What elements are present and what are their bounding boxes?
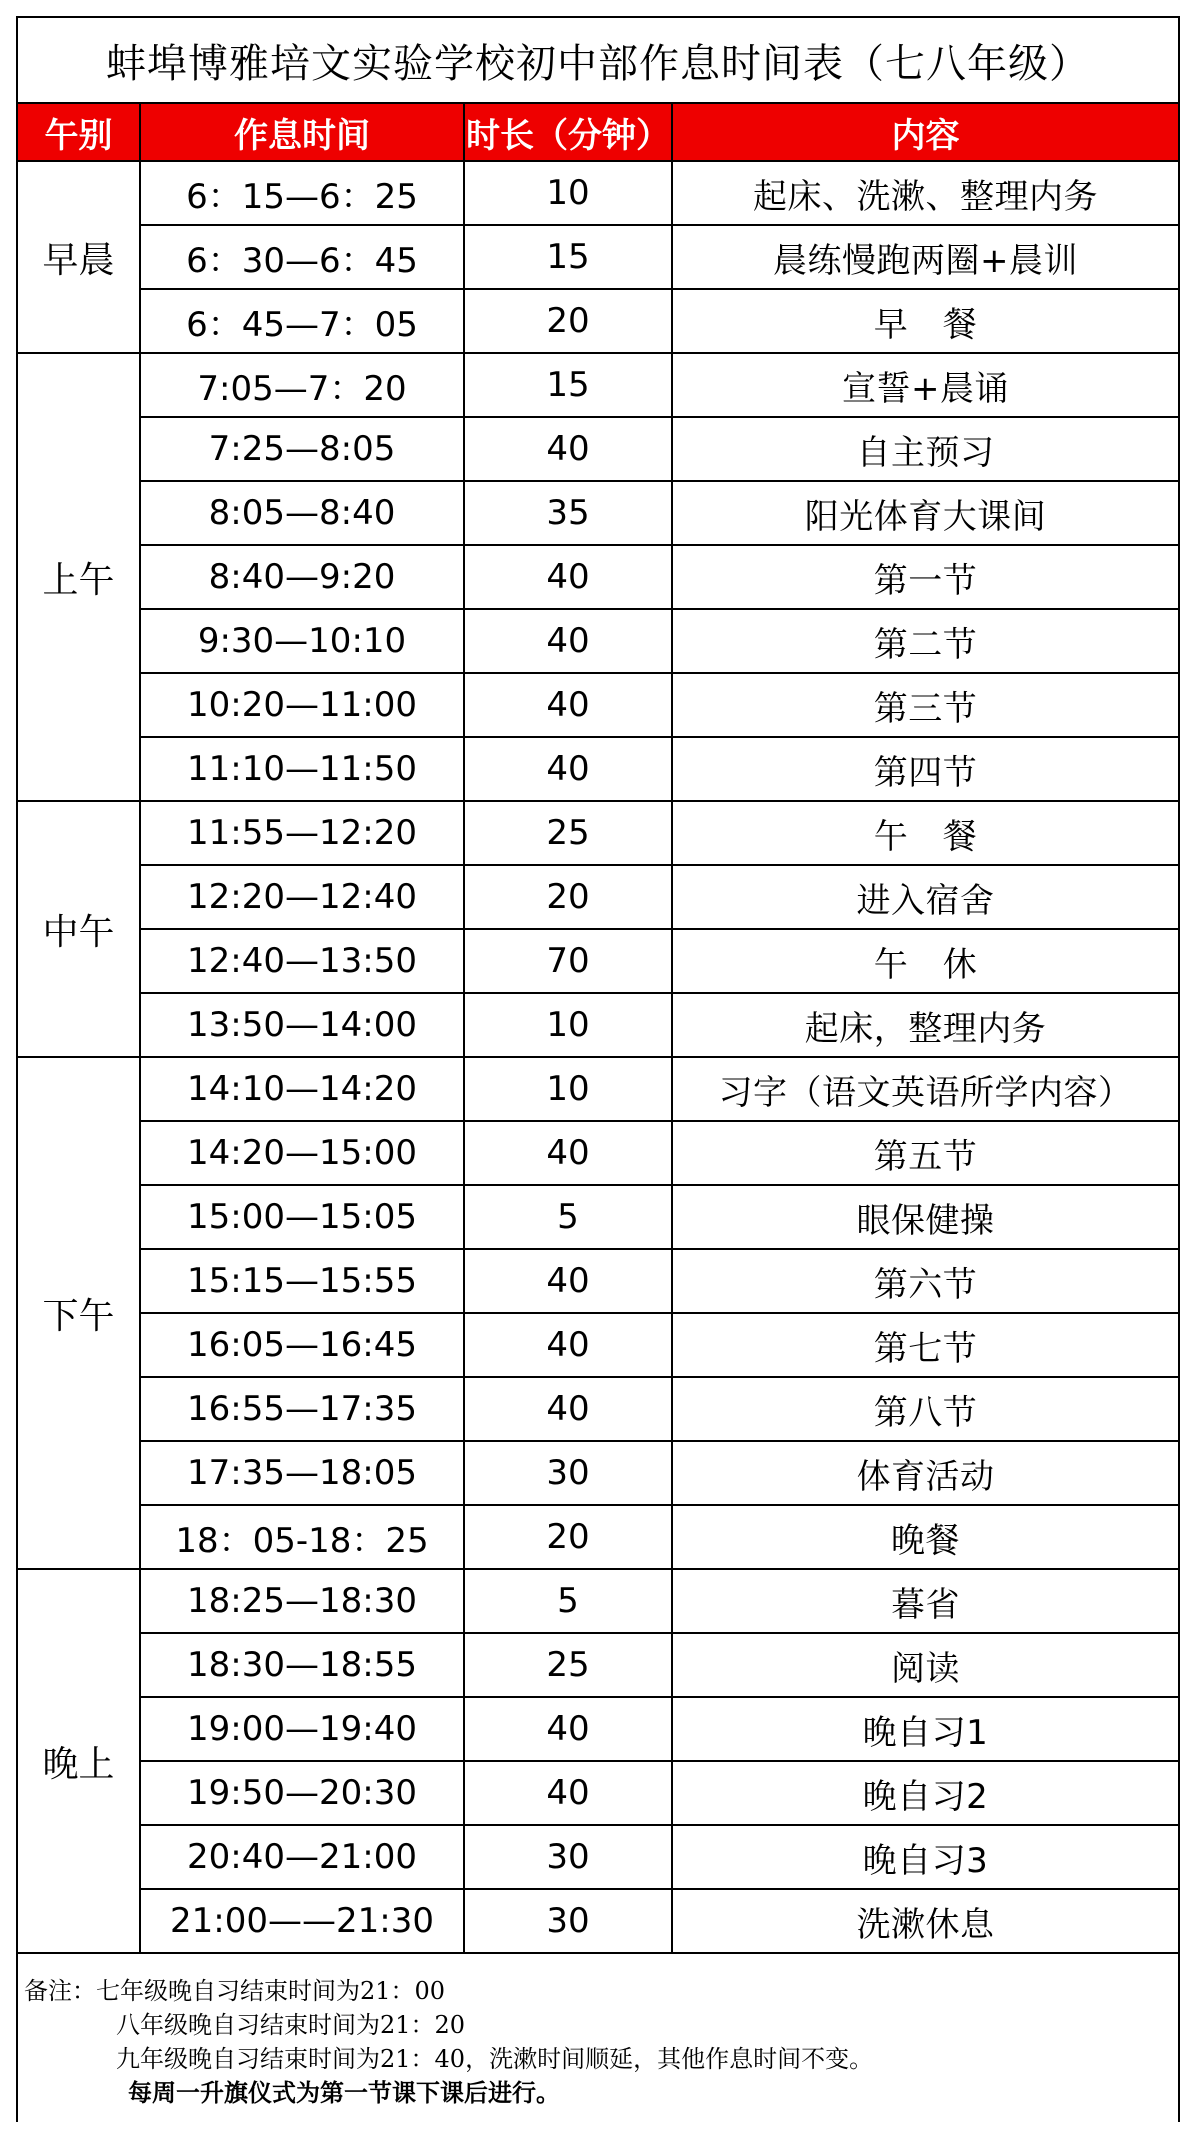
time-cell: 14:20—15:00 xyxy=(140,1121,464,1185)
content-cell: 第六节 xyxy=(672,1249,1178,1313)
time-cell: 6：15—6：25 xyxy=(140,161,464,225)
content-cell: 习字（语文英语所学内容） xyxy=(672,1057,1178,1121)
duration-cell: 70 xyxy=(464,929,672,993)
table-row xyxy=(18,1377,1178,1441)
time-cell: 15:00—15:05 xyxy=(140,1185,464,1249)
header-duration: 时长（分钟） xyxy=(464,104,672,161)
table-row xyxy=(18,1249,1178,1313)
table-row xyxy=(18,1121,1178,1185)
table-row xyxy=(18,353,1178,417)
duration-cell: 40 xyxy=(464,417,672,481)
content-cell: 晚自习3 xyxy=(672,1825,1178,1889)
time-cell: 16:55—17:35 xyxy=(140,1377,464,1441)
table-row xyxy=(18,1505,1178,1569)
note-line: 备注：七年级晚自习结束时间为21：00 xyxy=(24,1977,446,2005)
time-cell: 12:20—12:40 xyxy=(140,865,464,929)
table-row xyxy=(18,1889,1178,1953)
table-row xyxy=(18,993,1178,1057)
content-cell: 第七节 xyxy=(672,1313,1178,1377)
content-cell: 晚自习2 xyxy=(672,1761,1178,1825)
schedule-sheet xyxy=(16,16,1180,2122)
content-cell: 第二节 xyxy=(672,609,1178,673)
table-row xyxy=(18,1633,1178,1697)
note-line: 每周一升旗仪式为第一节课下课后进行。 xyxy=(128,2078,560,2107)
table-row xyxy=(18,417,1178,481)
duration-cell: 10 xyxy=(464,1057,672,1121)
time-cell: 8:05—8:40 xyxy=(140,481,464,545)
content-cell: 宣誓+晨诵 xyxy=(672,353,1178,417)
content-cell: 午 餐 xyxy=(672,801,1178,865)
table-row xyxy=(18,161,1178,225)
table-row xyxy=(18,929,1178,993)
content-cell: 暮省 xyxy=(672,1569,1178,1633)
time-cell: 21:00——21:30 xyxy=(140,1889,464,1953)
duration-cell: 40 xyxy=(464,1249,672,1313)
content-cell: 第八节 xyxy=(672,1377,1178,1441)
period-label: 上午 xyxy=(18,353,140,801)
table-row xyxy=(18,1697,1178,1761)
duration-cell: 40 xyxy=(464,545,672,609)
table-row xyxy=(18,865,1178,929)
header-period: 午别 xyxy=(18,104,140,161)
time-cell: 8:40—9:20 xyxy=(140,545,464,609)
note-line: 九年级晚自习结束时间为21：40，洗漱时间顺延，其他作息时间不变。 xyxy=(116,2045,874,2073)
table-row xyxy=(18,609,1178,673)
duration-cell: 5 xyxy=(464,1185,672,1249)
duration-cell: 40 xyxy=(464,1121,672,1185)
time-cell: 9:30—10:10 xyxy=(140,609,464,673)
content-cell: 晚自习1 xyxy=(672,1697,1178,1761)
content-cell: 起床，整理内务 xyxy=(672,993,1178,1057)
table-row xyxy=(18,1185,1178,1249)
time-cell: 6：45—7：05 xyxy=(140,289,464,353)
header-content: 内容 xyxy=(672,104,1178,161)
time-cell: 11:55—12:20 xyxy=(140,801,464,865)
content-cell: 阅读 xyxy=(672,1633,1178,1697)
table-row xyxy=(18,225,1178,289)
period-label: 早晨 xyxy=(18,161,140,353)
table-row xyxy=(18,801,1178,865)
table-row xyxy=(18,289,1178,353)
content-cell: 洗漱休息 xyxy=(672,1889,1178,1953)
table-row xyxy=(18,737,1178,801)
table-row xyxy=(18,1825,1178,1889)
duration-cell: 25 xyxy=(464,1633,672,1697)
duration-cell: 15 xyxy=(464,225,672,289)
content-cell: 眼保健操 xyxy=(672,1185,1178,1249)
table-row xyxy=(18,1057,1178,1121)
time-cell: 6：30—6：45 xyxy=(140,225,464,289)
header-row xyxy=(18,104,1178,161)
time-cell: 19:50—20:30 xyxy=(140,1761,464,1825)
duration-cell: 40 xyxy=(464,673,672,737)
duration-cell: 20 xyxy=(464,865,672,929)
time-cell: 20:40—21:00 xyxy=(140,1825,464,1889)
period-label: 中午 xyxy=(18,801,140,1057)
content-cell: 第五节 xyxy=(672,1121,1178,1185)
time-cell: 7:05—7：20 xyxy=(140,353,464,417)
table-row xyxy=(18,673,1178,737)
page-title: 蚌埠博雅培文实验学校初中部作息时间表（七八年级） xyxy=(18,18,1178,104)
duration-cell: 40 xyxy=(464,1313,672,1377)
content-cell: 自主预习 xyxy=(672,417,1178,481)
duration-cell: 40 xyxy=(464,1761,672,1825)
time-cell: 13:50—14:00 xyxy=(140,993,464,1057)
content-cell: 晨练慢跑两圈+晨训 xyxy=(672,225,1178,289)
duration-cell: 40 xyxy=(464,1697,672,1761)
schedule-table xyxy=(18,104,1178,1954)
duration-cell: 30 xyxy=(464,1825,672,1889)
time-cell: 19:00—19:40 xyxy=(140,1697,464,1761)
duration-cell: 25 xyxy=(464,801,672,865)
duration-cell: 10 xyxy=(464,161,672,225)
period-label: 晚上 xyxy=(18,1569,140,1953)
time-cell: 18:25—18:30 xyxy=(140,1569,464,1633)
table-row xyxy=(18,545,1178,609)
content-cell: 进入宿舍 xyxy=(672,865,1178,929)
header-time: 作息时间 xyxy=(140,104,464,161)
duration-cell: 10 xyxy=(464,993,672,1057)
note-line: 八年级晚自习结束时间为21：20 xyxy=(116,2011,466,2039)
time-cell: 15:15—15:55 xyxy=(140,1249,464,1313)
content-cell: 阳光体育大课间 xyxy=(672,481,1178,545)
table-row xyxy=(18,1569,1178,1633)
time-cell: 11:10—11:50 xyxy=(140,737,464,801)
content-cell: 早 餐 xyxy=(672,289,1178,353)
duration-cell: 5 xyxy=(464,1569,672,1633)
time-cell: 7:25—8:05 xyxy=(140,417,464,481)
duration-cell: 35 xyxy=(464,481,672,545)
time-cell: 12:40—13:50 xyxy=(140,929,464,993)
time-cell: 16:05—16:45 xyxy=(140,1313,464,1377)
table-row xyxy=(18,1313,1178,1377)
content-cell: 第一节 xyxy=(672,545,1178,609)
table-row xyxy=(18,1761,1178,1825)
duration-cell: 40 xyxy=(464,1377,672,1441)
duration-cell: 40 xyxy=(464,609,672,673)
time-cell: 18：05-18：25 xyxy=(140,1505,464,1569)
schedule-body xyxy=(18,161,1178,1953)
duration-cell: 30 xyxy=(464,1889,672,1953)
period-label: 下午 xyxy=(18,1057,140,1569)
content-cell: 体育活动 xyxy=(672,1441,1178,1505)
time-cell: 10:20—11:00 xyxy=(140,673,464,737)
time-cell: 14:10—14:20 xyxy=(140,1057,464,1121)
table-row xyxy=(18,1441,1178,1505)
duration-cell: 20 xyxy=(464,289,672,353)
content-cell: 晚餐 xyxy=(672,1505,1178,1569)
content-cell: 第四节 xyxy=(672,737,1178,801)
notes xyxy=(18,1954,1178,2110)
table-row xyxy=(18,481,1178,545)
content-cell: 第三节 xyxy=(672,673,1178,737)
content-cell: 午 休 xyxy=(672,929,1178,993)
duration-cell: 30 xyxy=(464,1441,672,1505)
duration-cell: 40 xyxy=(464,737,672,801)
duration-cell: 15 xyxy=(464,353,672,417)
time-cell: 18:30—18:55 xyxy=(140,1633,464,1697)
time-cell: 17:35—18:05 xyxy=(140,1441,464,1505)
duration-cell: 20 xyxy=(464,1505,672,1569)
content-cell: 起床、洗漱、整理内务 xyxy=(672,161,1178,225)
